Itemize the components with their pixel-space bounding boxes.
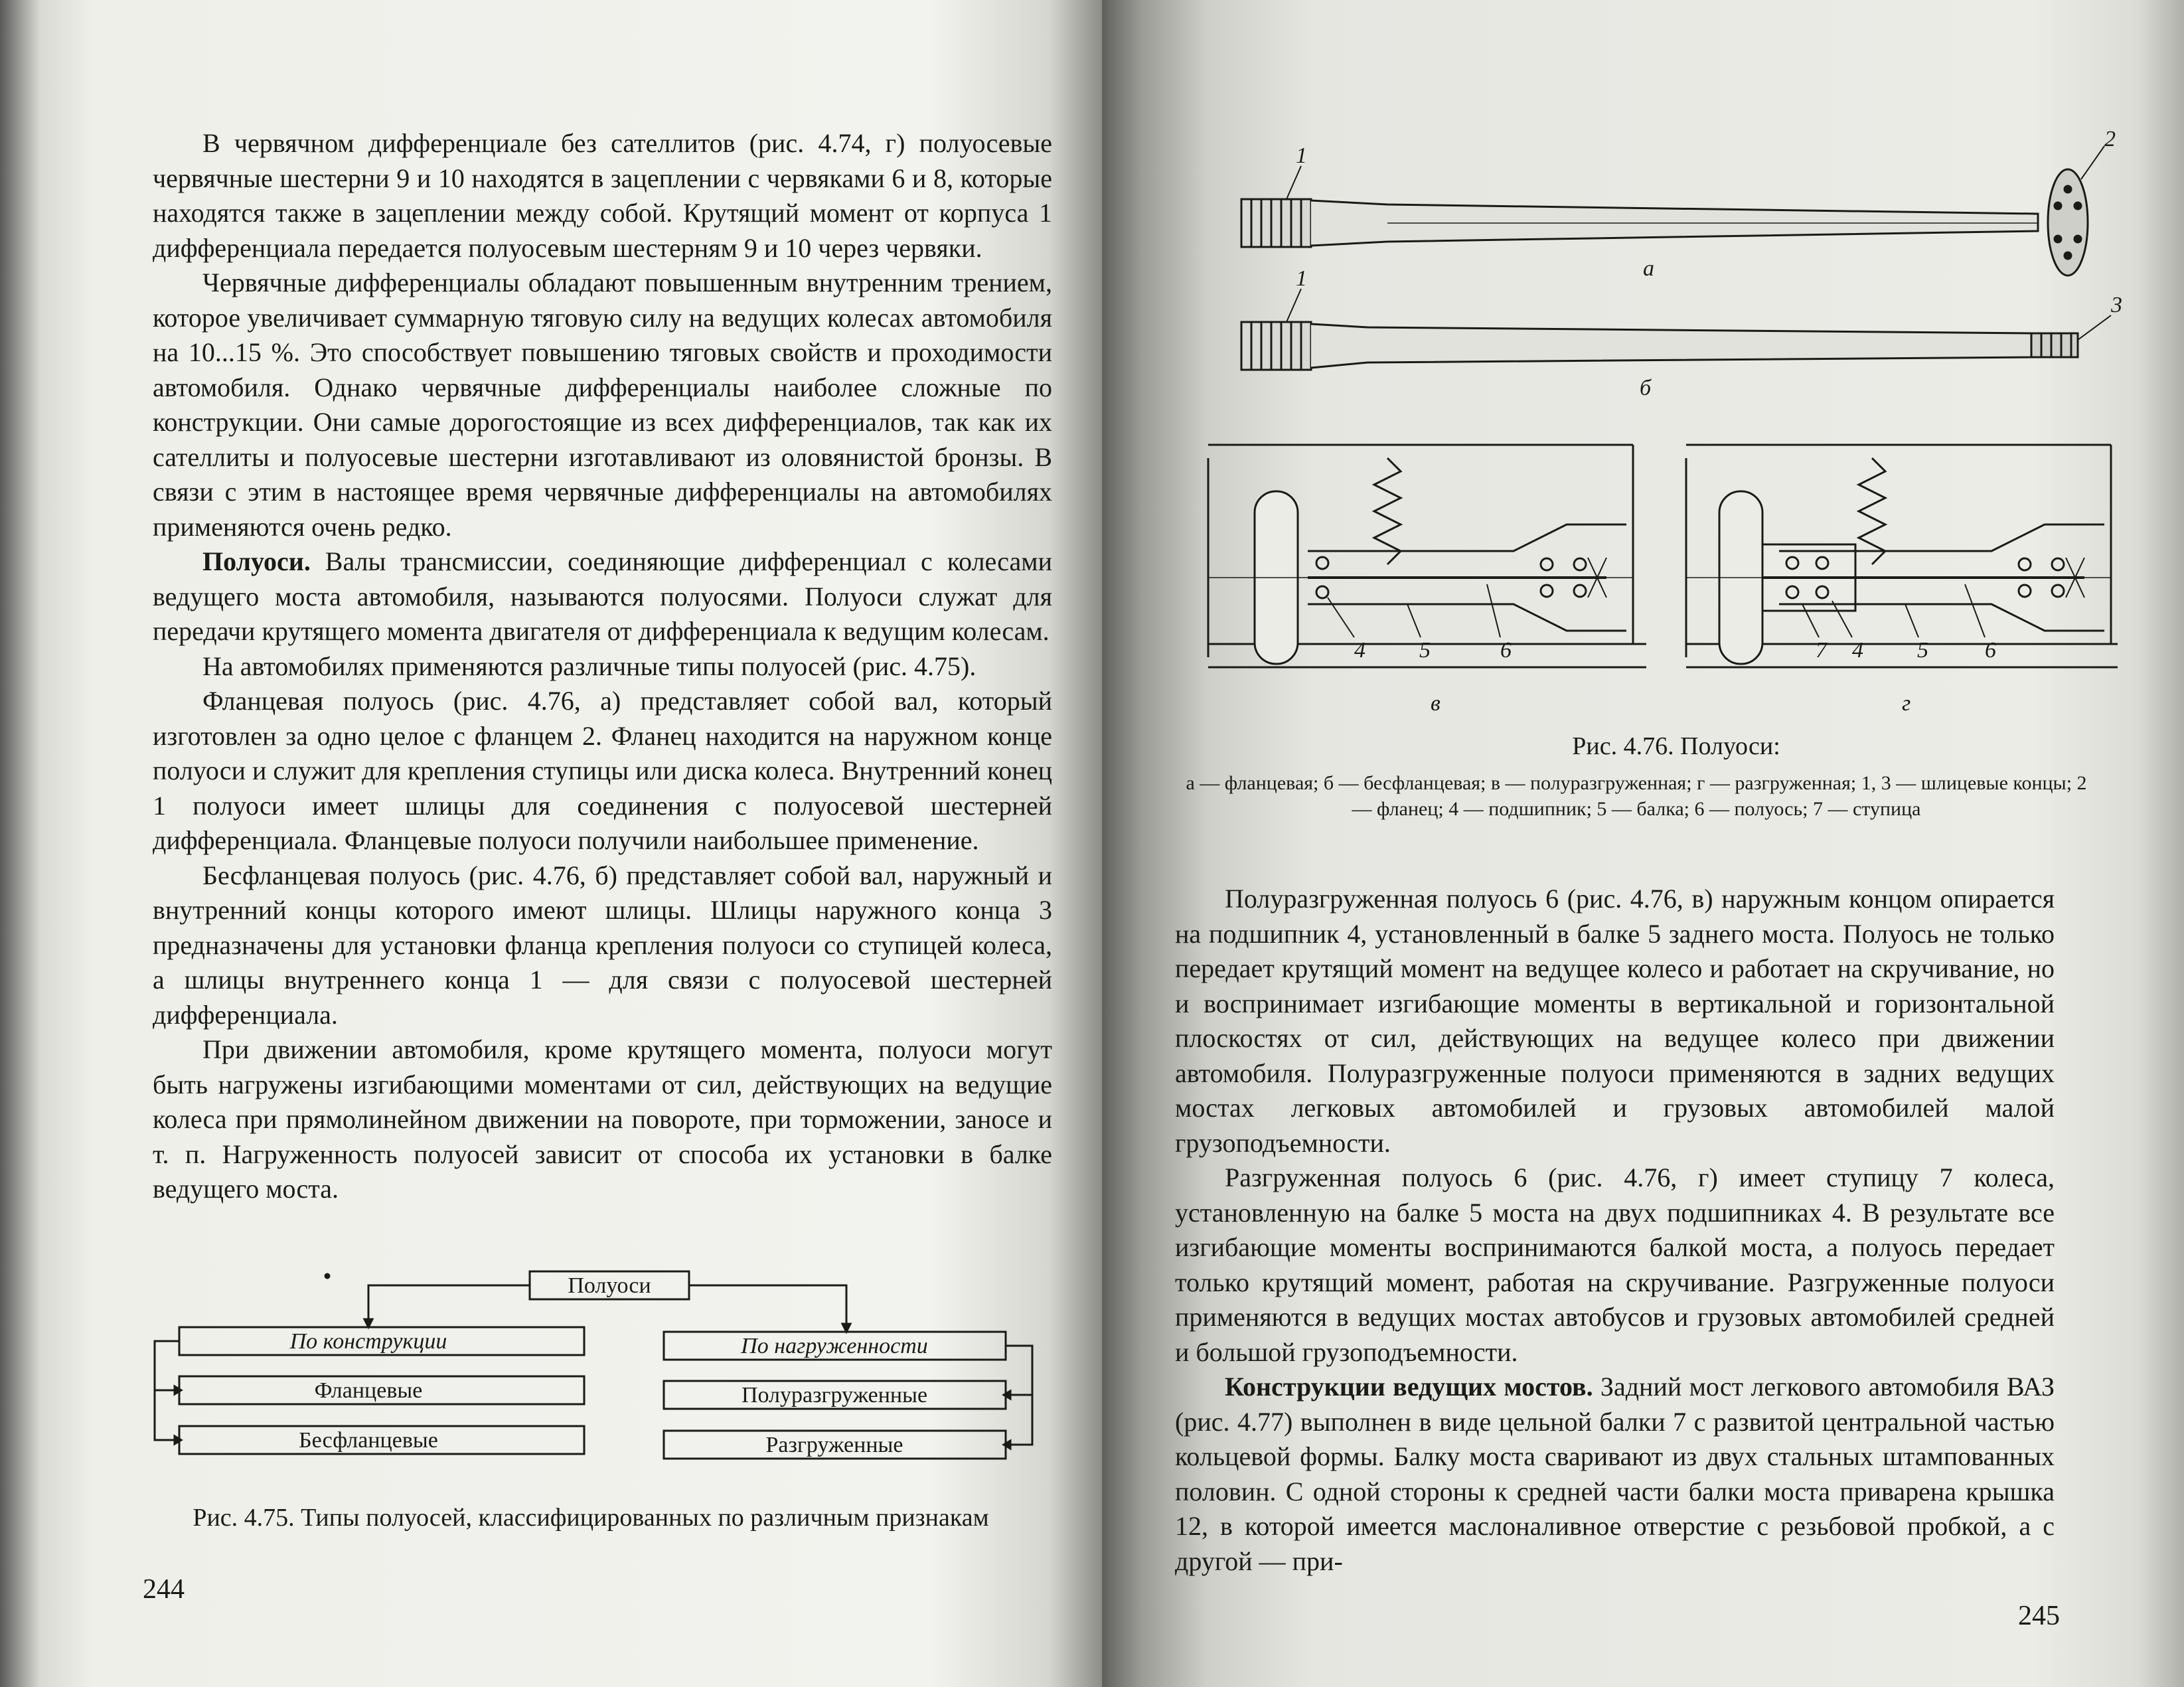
label-g-sub: г [1902, 691, 1911, 716]
diagram-right-item: Разгруженные [765, 1433, 903, 1457]
paragraph: Полуразгруженная полуось 6 (рис. 4.76, в) наружным концом опирается на подшипник 4, установленный в балке 5 заднего моста. Полуось не только передает крутящий момент на ведущее колесо и работает на скручивание, но и воспринимает изгибающие моменты в вертикальной и горизонтальной плоскостях от сил, действующих на ведущее колесо при движении автомобиля. Полуразгруженные полуоси применяются в задних ведущих мостах легковых автомобилей и грузовых автомобилей малой грузоподъемности. [1175, 884, 2055, 1158]
section-paragraph [153, 544, 1052, 649]
diagram-left-group-label: По конструкции [289, 1329, 447, 1354]
label-b-3: 3 [2111, 293, 2122, 317]
diagram-left-item: Фланцевые [314, 1378, 423, 1403]
flangeless-shaft-drawing [1241, 289, 2111, 370]
label-v-5: 5 [1419, 638, 1431, 663]
label-g-5: 5 [1917, 638, 1928, 663]
page-number: 244 [143, 1574, 185, 1605]
figure-legend: а — фланцевая; б — бесфланцевая; в — полуразгруженная; г — разгруженная; 1, 3 — шлицевые концы; 2 — фланец; 4 — подшипник; 5 — балка; 6 — полуось; 7 — ступица [1186, 772, 2087, 820]
label-b-1: 1 [1296, 266, 1307, 291]
section-heading: Полуоси. [202, 546, 311, 576]
diagram-root-label: Полуоси [568, 1273, 651, 1298]
left-text-column [153, 126, 1052, 1207]
paragraph: Фланцевая полуось (рис. 4.76, а) представляет собой вал, который изготовлен за одно целое с фланцем 2. Фланец находится на наружном конце полуоси и служит для крепления ступицы или диска колеса. Внутренний конец 1 полуоси имеет шлицы для соединения с полуосевой шестерней дифференциала. Фланцевые полуоси получили наибольшее применение. [153, 686, 1052, 855]
label-v-sub: в [1431, 691, 1441, 716]
section-paragraph [1175, 1370, 2055, 1579]
fully-floating-scheme [1686, 445, 2118, 667]
classification-diagram [143, 1258, 1052, 1484]
section-text: Задний мост легкового автомобиля ВАЗ (рис. 4.77) выполнен в виде цельной балки 7 с развитой центральной частью кольцевой формы. Балку моста сваривают из двух стальных штампованных половин. С одной стороны к средней части балки моста приварена крышка 12, в которой имеется маслоналивное отверстие с резьбовой пробкой, а с другой — при- [1175, 1372, 2055, 1576]
diagram-right-item: Полуразгруженные [741, 1383, 928, 1407]
figure-caption: Рис. 4.76. Полуоси: [1572, 732, 1780, 760]
label-a-sub: а [1643, 256, 1654, 281]
paragraph: Бесфланцевая полуось (рис. 4.76, б) представляет собой вал, наружный и внутренний концы которого имеют шлицы. Шлицы наружного конца 3 предназначены для установки фланца крепления полуоси со ступицей колеса, а шлицы внутреннего конца 1 — для связи с полуосевой шестерней дифференциала. [153, 860, 1052, 1030]
section-heading: Конструкции ведущих мостов. [1225, 1372, 1593, 1402]
diagram-left-item: Бесфланцевые [299, 1428, 438, 1453]
paragraph: На автомобилях применяются различные типы полуосей (рис. 4.75). [202, 651, 976, 681]
paragraph: Разгруженная полуось 6 (рис. 4.76, г) имеет ступицу 7 колеса, установленную на балке 5 моста на двух подшипниках 4. В результате все изгибающие моменты воспринимаются балкой моста, а полуось передает только крутящий момент, работая на скручивание. Разгруженные полуоси применяются в ведущих мостах автобусов и грузовых автомобилей средней и большой грузоподъемности. [1175, 1163, 2055, 1367]
right-text-column [1175, 882, 2055, 1579]
page-number: 245 [2018, 1601, 2060, 1631]
label-a-1: 1 [1296, 143, 1307, 168]
label-v-4: 4 [1354, 638, 1365, 663]
paragraph: Червячные дифференциалы обладают повышенным внутренним трением, которое увеличивает суммарную тяговую силу на ведущих колесах автомобиля на 10...15 %. Это способствует повышению тяговых свойств и проходимости автомобиля. Однако червячные дифференциалы наиболее сложные по конструкции. Они самые дорогостоящие из всех дифференциалов, так как их сателлиты и полуосевые шестерни изготавливают из оловянистой бронзы. В связи с этим в настоящее время червячные дифференциалы на автомобилях применяются очень редко. [153, 268, 1052, 542]
paragraph: В червячном дифференциале без сателлитов (рис. 4.74, г) полуосевые червячные шестерни 9 и 10 находятся в зацеплении с червяками 6 и 8, которые находятся также в зацеплении между собой. Крутящий момент от корпуса 1 дифференциала передается полуосевым шестерням 9 и 10 через червяки. [153, 128, 1052, 263]
label-g-6: 6 [1985, 638, 1996, 663]
section-text: Валы трансмиссии, соединяющие дифференциал с колесами ведущего моста автомобиля, называются полуосями. Полуоси служат для передачи крутящего момента двигателя от дифференциала к ведущим колесам. [153, 546, 1052, 646]
label-g-7: 7 [1816, 638, 1827, 663]
flanged-shaft-drawing [1241, 146, 2104, 276]
axle-shafts-figure [1168, 126, 2144, 730]
label-g-4: 4 [1852, 638, 1863, 663]
figure-caption: Рис. 4.75. Типы полуосей, классифицированных по различным признакам [193, 1504, 989, 1532]
label-b-sub: б [1640, 376, 1652, 400]
diagram-right-group-label: По нагруженности [741, 1334, 928, 1358]
paragraph: При движении автомобиля, кроме крутящего момента, полуоси могут быть нагружены изгибающими моментами от сил, действующих на ведущие колеса при прямолинейном движении на повороте, при торможении, заносе и т. п. Нагруженность полуосей зависит от способа их установки в балке ведущего моста. [153, 1034, 1052, 1204]
label-v-6: 6 [1500, 638, 1512, 663]
semi-floating-scheme [1208, 445, 1646, 667]
label-a-2: 2 [2104, 127, 2116, 151]
